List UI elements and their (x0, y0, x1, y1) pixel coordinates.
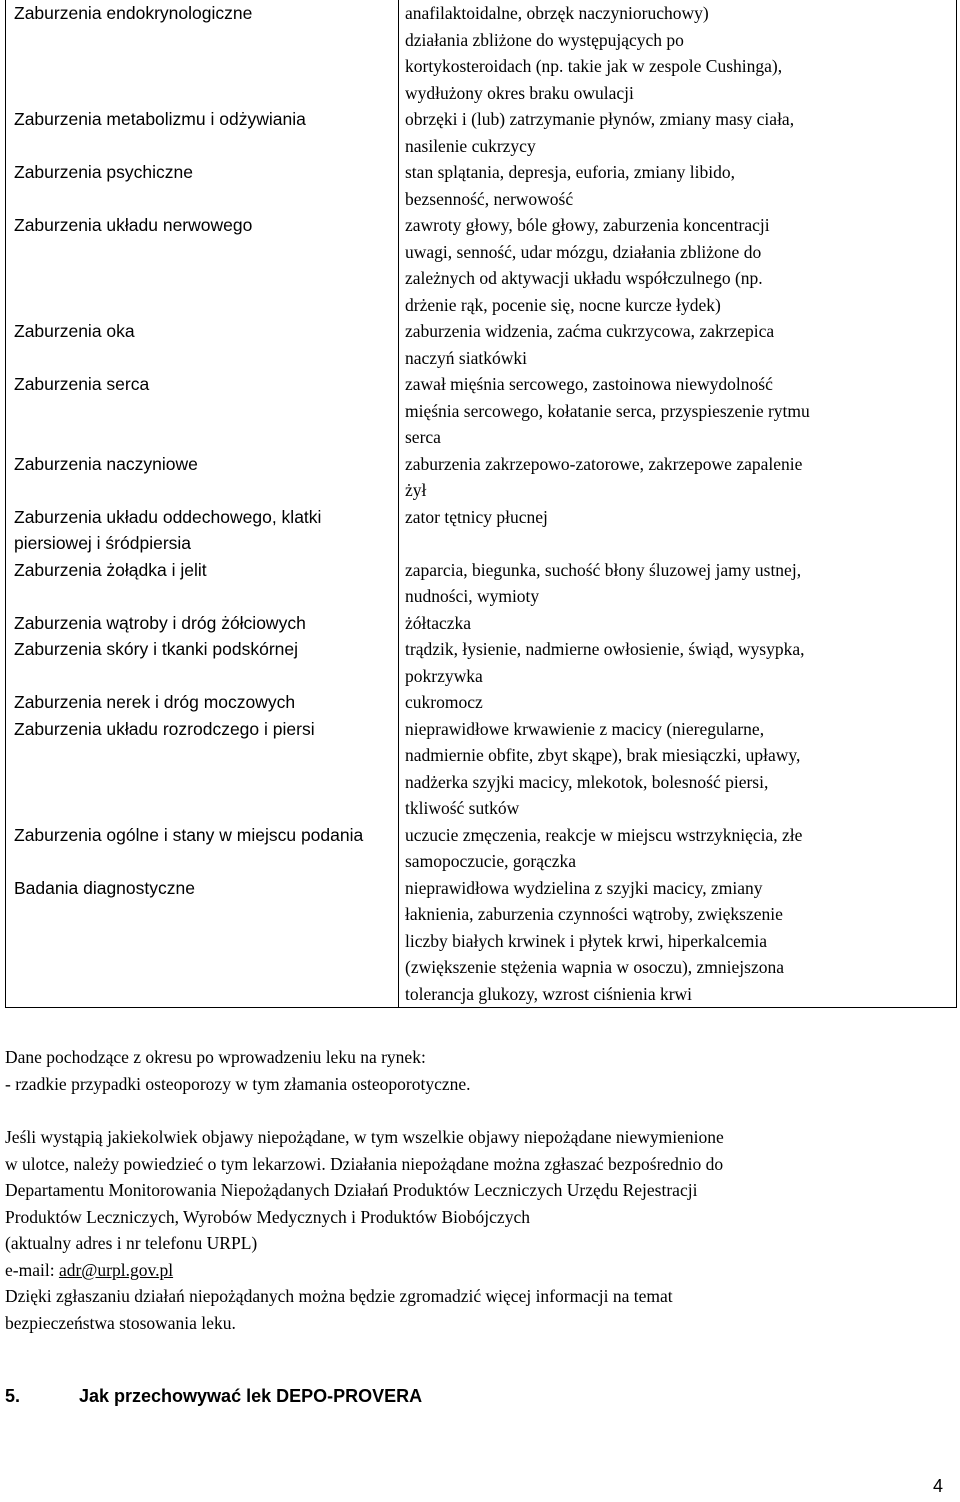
reporting-closing-line: Dzięki zgłaszaniu działań niepożądanych można będzie zgromadzić więcej informacji na temat (5, 1286, 673, 1306)
symptoms-cell (399, 106, 957, 159)
table-row (6, 159, 957, 212)
symptom-line: nudności, wymioty (405, 586, 540, 606)
category-cell: Zaburzenia nerek i dróg moczowych (6, 689, 399, 716)
symptom-line: działania zbliżone do występujących po (405, 29, 684, 50)
symptoms-cell (399, 822, 957, 875)
table-row (6, 636, 957, 689)
symptom-line: nasilenie cukrzycy (405, 135, 536, 156)
category-cell: Zaburzenia naczyniowe (6, 451, 399, 504)
symptom-line: uwagi, senność, udar mózgu, działania zbliżone do (405, 241, 762, 262)
reporting-line: Produktów Leczniczych, Wyrobów Medycznych i Produktów Biobójczych (5, 1206, 530, 1227)
symptoms-cell (399, 689, 957, 716)
symptom-line: nieprawidłowe krwawienie z macicy (nieregularne, (405, 718, 765, 739)
symptoms-cell (399, 875, 957, 1008)
symptom-line: zaburzenia zakrzepowo-zatorowe, zakrzepowe zapalenie (405, 453, 803, 474)
symptoms-cell (399, 557, 957, 610)
post-market-heading: Dane pochodzące z okresu po wprowadzeniu leku na rynek: (5, 1047, 426, 1067)
table-row (6, 106, 957, 159)
category-cell: Zaburzenia oka (6, 318, 399, 371)
category-cell: Zaburzenia ogólne i stany w miejscu podania (6, 822, 399, 875)
table-row (6, 212, 957, 318)
symptoms-cell (399, 716, 957, 822)
category-cell: Badania diagnostyczne (6, 875, 399, 1008)
symptom-line: tkliwość sutków (405, 798, 520, 818)
table-row (6, 318, 957, 371)
symptoms-cell (399, 371, 957, 451)
table-row (6, 875, 957, 1008)
symptoms-cell (399, 451, 957, 504)
symptoms-cell (399, 610, 957, 637)
symptom-line: nadżerka szyjki macicy, mlekotok, bolesność piersi, (405, 771, 769, 792)
symptoms-cell (399, 504, 957, 557)
table-row (6, 557, 957, 610)
symptom-line: trądzik, łysienie, nadmierne owłosienie, świąd, wysypka, (405, 639, 805, 659)
category-cell: Zaburzenia metabolizmu i odżywiania (6, 106, 399, 159)
category-cell: Zaburzenia serca (6, 371, 399, 451)
symptom-line: bezsenność, nerwowość (405, 188, 574, 209)
symptom-line: zależnych od aktywacji układu współczulnego (np. (405, 268, 763, 288)
email-link[interactable]: adr@urpl.gov.pl (58, 1259, 174, 1280)
symptom-line: pokrzywka (405, 665, 483, 686)
reporting-closing-line: bezpieczeństwa stosowania leku. (5, 1312, 236, 1333)
symptom-line: żył (405, 480, 427, 500)
table-row (6, 504, 957, 557)
email-line (5, 1257, 950, 1284)
symptom-line: kortykosteroidach (np. takie jak w zespole Cushinga), (405, 56, 783, 76)
symptom-line: tolerancja glukozy, wzrost ciśnienia krwi (405, 983, 693, 1004)
table-row (6, 0, 957, 106)
symptom-line: zawał mięśnia sercowego, zastoinowa niewydolność (405, 374, 773, 394)
symptom-line: mięśnia sercowego, kołatanie serca, przyspieszenie rytmu (405, 400, 810, 421)
table-row (6, 371, 957, 451)
symptom-line: zator tętnicy płucnej (405, 506, 548, 527)
symptom-line: stan splątania, depresja, euforia, zmiany libido, (405, 162, 735, 182)
table-row (6, 451, 957, 504)
category-cell: Zaburzenia skóry i tkanki podskórnej (6, 636, 399, 689)
category-cell: Zaburzenia wątroby i dróg żółciowych (6, 610, 399, 637)
table-row (6, 716, 957, 822)
symptom-line: wydłużony okres braku owulacji (405, 82, 634, 103)
category-cell: Zaburzenia psychiczne (6, 159, 399, 212)
symptom-line: naczyń siatkówki (405, 347, 527, 368)
page-number: 4 (932, 1476, 943, 1496)
symptom-line: zawroty głowy, bóle głowy, zaburzenia koncentracji (405, 215, 770, 235)
reporting-line: (aktualny adres i nr telefonu URPL) (5, 1233, 258, 1253)
reporting-paragraph (5, 1124, 950, 1336)
category-cell: Zaburzenia żołądka i jelit (6, 557, 399, 610)
symptoms-cell (399, 212, 957, 318)
category-cell: Zaburzenia endokrynologiczne (6, 0, 399, 106)
table-row (6, 689, 957, 716)
symptoms-cell (399, 318, 957, 371)
table-row (6, 822, 957, 875)
category-cell: Zaburzenia układu oddechowego, klatki piersiowej i śródpiersia (6, 504, 399, 557)
table-row (6, 610, 957, 637)
reporting-line: Departamentu Monitorowania Niepożądanych Działań Produktów Leczniczych Urzędu Rejestracji (5, 1180, 698, 1200)
symptom-line: serca (405, 427, 441, 447)
symptom-line: samopoczucie, gorączka (405, 851, 577, 871)
symptoms-cell (399, 159, 957, 212)
reporting-line: w ulotce, należy powiedzieć o tym lekarzowi. Działania niepożądane można zgłaszać bezpośrednio do (5, 1153, 724, 1174)
symptom-line: zaparcia, biegunka, suchość błony śluzowej jamy ustnej, (405, 559, 802, 580)
symptom-line: (zwiększenie stężenia wapnia w osoczu), zmniejszona (405, 957, 785, 977)
symptom-line: obrzęki i (lub) zatrzymanie płynów, zmiany masy ciała, (405, 109, 795, 129)
symptoms-cell (399, 636, 957, 689)
symptom-line: zaburzenia widzenia, zaćma cukrzycowa, zakrzepica (405, 321, 775, 341)
section-heading (5, 1386, 422, 1407)
symptom-line: anafilaktoidalne, obrzęk naczynioruchowy) (405, 3, 709, 23)
symptom-line: nadmiernie obfite, zbyt skąpe), brak miesiączki, upławy, (405, 745, 801, 765)
symptoms-cell (399, 0, 957, 106)
symptom-line: cukromocz (405, 692, 483, 712)
symptom-line: nieprawidłowa wydzielina z szyjki macicy, zmiany (405, 877, 763, 898)
symptom-line: liczby białych krwinek i płytek krwi, hiperkalcemia (405, 930, 768, 951)
post-market-item: - rzadkie przypadki osteoporozy w tym złamania osteoporotyczne. (5, 1073, 471, 1094)
symptom-line: łaknienia, zaburzenia czynności wątroby, zwiększenie (405, 904, 783, 924)
category-cell: Zaburzenia układu nerwowego (6, 212, 399, 318)
section-number: 5. (5, 1386, 21, 1406)
symptom-line: drżenie rąk, pocenie się, nocne kurcze łydek) (405, 294, 721, 315)
email-label: e-mail: (5, 1259, 59, 1280)
reporting-line: Jeśli wystąpią jakiekolwiek objawy niepożądane, w tym wszelkie objawy niepożądane niewymienione (5, 1127, 724, 1147)
adverse-effects-table (5, 0, 957, 1008)
symptom-line: żółtaczka (405, 612, 472, 633)
category-cell: Zaburzenia układu rozrodczego i piersi (6, 716, 399, 822)
section-title: Jak przechowywać lek DEPO-PROVERA (79, 1386, 423, 1406)
post-market-note (5, 1044, 950, 1097)
symptom-line: uczucie zmęczenia, reakcje w miejscu wstrzyknięcia, złe (405, 824, 803, 845)
